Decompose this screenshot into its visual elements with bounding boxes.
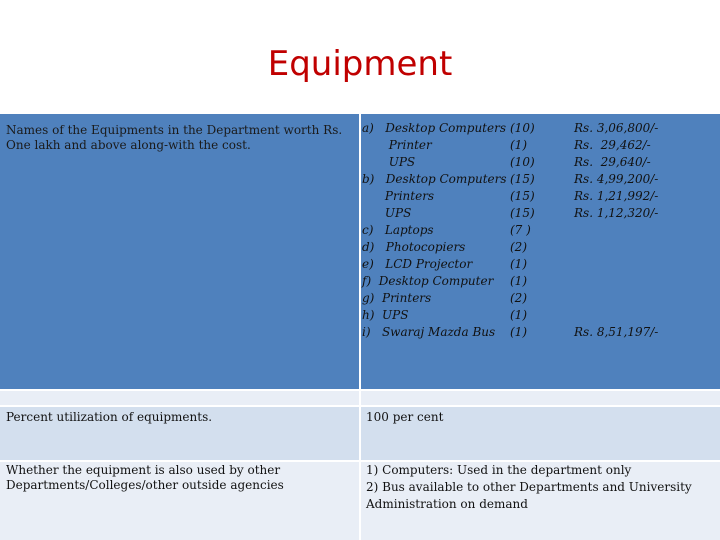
equipment-item-cost: Rs. 8,51,197/-	[574, 325, 659, 339]
equipment-table	[0, 114, 720, 540]
page-title: Equipment	[267, 44, 453, 84]
utilization-label: Percent utilization of equipments.	[6, 410, 213, 424]
equipment-item-qty: (1)	[510, 308, 527, 322]
equipment-item-cost: Rs. 1,12,320/-	[574, 206, 659, 220]
usage-label: Whether the equipment is also used by other Departments/Colleges/other outside agencies	[6, 463, 284, 492]
equipment-item-name: Printers	[362, 189, 435, 203]
equipment-item-cost: Rs. 4,99,200/-	[574, 172, 659, 186]
equipment-label-cell	[0, 114, 359, 389]
equipment-item-cost: Rs. 29,640/-	[574, 155, 651, 169]
equipment-label: Names of the Equipments in the Department worth Rs. One lakh and above along-with the cost.	[6, 123, 343, 152]
utilization-value: 100 per cent	[366, 410, 444, 424]
equipment-item-name: d) Photocopiers	[362, 240, 466, 254]
usage-line: 1) Computers: Used in the department only	[366, 463, 632, 477]
usage-line: 2) Bus available to other Departments and University	[366, 480, 692, 494]
equipment-item-qty: (1)	[510, 325, 527, 339]
equipment-item-cost: Rs. 3,06,800/-	[574, 121, 659, 135]
equipment-item-name: Printer	[362, 138, 432, 152]
equipment-item-qty: (2)	[510, 291, 527, 305]
equipment-item-qty: (1)	[510, 274, 527, 288]
equipment-item-name: g) Printers	[362, 291, 432, 305]
equipment-item-name: UPS	[362, 155, 416, 169]
equipment-item-name: c) Laptops	[362, 223, 434, 237]
equipment-item-qty: (15)	[510, 206, 535, 220]
equipment-item-cost: Rs. 29,462/-	[574, 138, 651, 152]
equipment-item-qty: (10)	[510, 121, 535, 135]
equipment-item-qty: (10)	[510, 155, 535, 169]
usage-label-cell	[0, 462, 359, 540]
equipment-item-qty: (1)	[510, 257, 527, 271]
equipment-item-qty: (7 )	[510, 223, 531, 237]
equipment-item-qty: (15)	[510, 189, 535, 203]
separator-strip-left	[0, 391, 359, 405]
usage-value-cell	[361, 462, 720, 540]
equipment-item-qty: (15)	[510, 172, 535, 186]
equipment-item-name: b) Desktop Computers	[362, 172, 507, 186]
equipment-item-name: f) Desktop Computer	[362, 274, 494, 288]
equipment-item-cost: Rs. 1,21,992/-	[574, 189, 659, 203]
usage-line: Administration on demand	[366, 497, 528, 511]
utilization-label-cell	[0, 407, 359, 460]
equipment-item-name: e) LCD Projector	[362, 257, 473, 271]
equipment-item-name: h) UPS	[362, 308, 409, 322]
equipment-item-qty: (2)	[510, 240, 527, 254]
separator-strip-right	[361, 391, 720, 405]
equipment-item-qty: (1)	[510, 138, 527, 152]
equipment-item-name: UPS	[362, 206, 412, 220]
utilization-value-cell	[361, 407, 720, 460]
equipment-item-name: i) Swaraj Mazda Bus	[362, 325, 496, 339]
equipment-item-name: a) Desktop Computers	[362, 121, 506, 135]
